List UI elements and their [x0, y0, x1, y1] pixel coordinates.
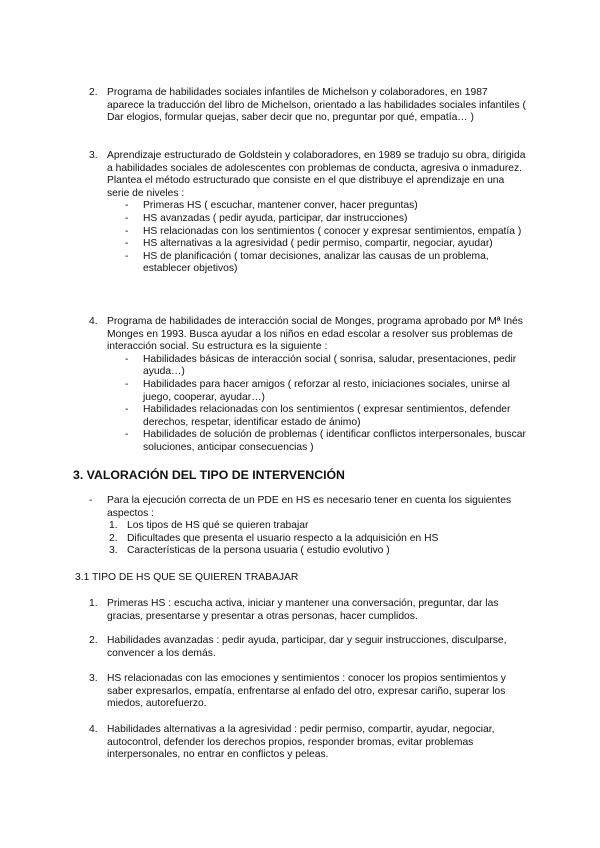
- item-text: HS relacionadas con las emociones y sentimientos : conocer los propios sentimientos y saber expresarlos, empatía, enfrentarse al enfado del otro, expresar cariño, superar los miedos, autorefuerzo.: [107, 673, 506, 710]
- dash-bullet: -: [125, 378, 129, 390]
- subsection-heading: 3.1 TIPO DE HS QUE SE QUIEREN TRABAJAR: [75, 572, 299, 583]
- item-number: 4.: [89, 724, 98, 735]
- list-item: - Habilidades para hacer amigos ( reforzar al resto, iniciaciones sociales, unirse al juego, cooperar, ayudar…): [125, 378, 510, 403]
- item-number: 4.: [89, 316, 98, 327]
- hs-type-item-1: [89, 598, 527, 623]
- list-item: 1. Los tipos de HS qué se quieren trabajar: [109, 520, 309, 532]
- section-heading: 3. VALORACIÓN DEL TIPO DE INTERVENCIÓN: [73, 468, 345, 482]
- item-number: 3.: [89, 673, 98, 684]
- item-text: Habilidades avanzadas : pedir ayuda, participar, dar y seguir instrucciones, disculparse, convencer a los demás.: [107, 635, 507, 659]
- list-item: - HS relacionadas con los sentimientos ( conocer y expresar sentimientos, empatía ): [125, 225, 522, 237]
- sublist: [125, 354, 527, 455]
- program-text-2: Plantea el método estructurado que consiste en el que distribuye el aprendizaje en una serie de niveles :: [107, 175, 505, 199]
- list-item: - Habilidades básicas de interacción social ( sonrisa, saludar, presentaciones, pedir ayuda…): [125, 353, 517, 378]
- list-item: - Habilidades relacionadas con los sentimientos ( expresar sentimientos, defender derechos, respetar, identificar estado de ánimo): [125, 404, 511, 428]
- item-text: Primeras HS : escucha activa, iniciar y mantener una conversación, preguntar, dar las gracias, presentarse y presentar a otras personas, hacer cumplidos.: [107, 598, 499, 622]
- hs-type-item-2: [89, 635, 527, 660]
- program-item-4: [89, 316, 527, 455]
- program-text: Programa de habilidades de interacción social de Monges, programa aprobado por Mª Inés Monges en 1993. Busca ayudar a los niños en edad escolar a resolver sus problemas de interacción social. Su estructura es la siguiente :: [107, 316, 523, 353]
- program-item-3: [89, 150, 527, 276]
- dash-bullet: -: [125, 238, 129, 250]
- item-number: 3.: [89, 150, 98, 161]
- item-number: 2.: [89, 635, 98, 646]
- list-item: 3. Características de la persona usuaria ( estudio evolutivo ): [109, 545, 390, 557]
- list-item: 2. Dificultades que presenta el usuario respecto a la adquisición en HS: [109, 532, 439, 544]
- program-text: Programa de habilidades sociales infantiles de Michelson y colaboradores, en 1987 aparece la traducción del libro de Michelson, orientado a las habilidades sociales infantiles ( Dar elogios, formular quejas, saber decir que no, preguntar por qué, empatía… ): [107, 87, 526, 124]
- hs-type-item-3: [89, 673, 527, 711]
- intro-block: [89, 495, 527, 558]
- item-number: 1.: [89, 598, 98, 609]
- item-number: 2.: [89, 87, 98, 98]
- dash-bullet: -: [125, 200, 129, 212]
- list-item: - Habilidades de solución de problemas ( identificar conflictos interpersonales, buscar soluciones, anticipar consecuencias ): [125, 429, 526, 453]
- dash-bullet: -: [125, 250, 129, 262]
- hs-type-item-4: [89, 724, 527, 762]
- aspects-list: [109, 520, 527, 558]
- dash-bullet: -: [125, 225, 129, 237]
- program-item-2: [89, 87, 527, 125]
- dash-bullet: -: [125, 429, 129, 441]
- dash-bullet: -: [89, 495, 93, 506]
- dash-bullet: -: [125, 353, 129, 365]
- list-item: - HS alternativas a la agresividad ( pedir permiso, compartir, negociar, ayudar): [125, 238, 493, 250]
- list-item: - HS de planificación ( tomar decisiones, analizar las causas de un problema, establecer objetivos): [125, 250, 489, 275]
- dash-bullet: -: [125, 212, 129, 224]
- item-text: Habilidades alternativas a la agresividad : pedir permiso, compartir, ayudar, negociar, autocontrol, defender los derechos propios, responder bromas, evitar problemas interpersonales, no entrar en conflictos y peleas.: [107, 724, 495, 761]
- sublist: [125, 200, 527, 276]
- dash-bullet: -: [125, 404, 129, 416]
- list-item: - HS avanzadas ( pedir ayuda, participar, dar instrucciones): [125, 212, 408, 224]
- intro-text: Para la ejecución correcta de un PDE en HS es necesario tener en cuenta los siguientes aspectos :: [107, 495, 512, 519]
- program-text: Aprendizaje estructurado de Goldstein y colaboradores, en 1989 se tradujo su obra, dirigida a habilidades sociales de adolescentes con problemas de conducta, agresiva o inmadurez.: [107, 150, 526, 174]
- list-item: - Primeras HS ( escuchar, mantener conver, hacer preguntas): [125, 200, 418, 212]
